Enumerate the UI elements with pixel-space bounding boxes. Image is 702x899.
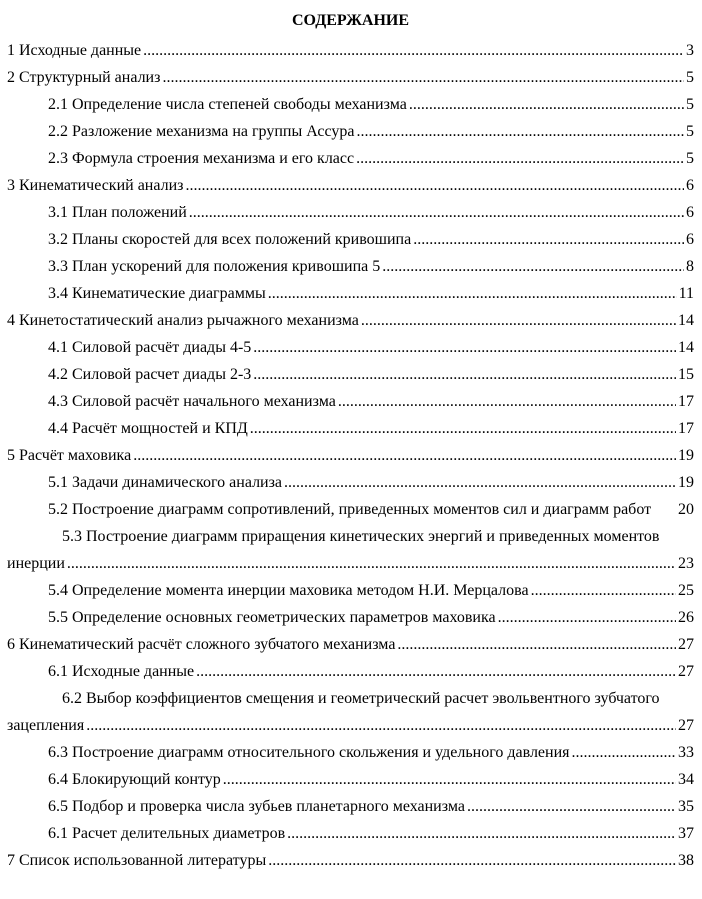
toc-entry-text: 2.3 Формула строения механизма и его класс [48,150,355,167]
toc-page-number: 19 [678,474,694,491]
toc-page-number: 11 [678,285,694,302]
toc-entry-line [7,172,694,199]
toc-entry-line [7,766,694,793]
toc-entry-line [7,415,694,442]
toc-page-number: 27 [678,717,694,734]
dot-leader [196,658,676,685]
toc-page-number: 14 [678,339,694,356]
dot-leader [162,64,684,91]
toc-page-number: 3 [686,42,694,59]
toc-page-number: 27 [678,636,694,653]
toc-entry-text: 6.2 Выбор коэффициентов смещения и геометрический расчет эвольвентного зубчатого [62,690,660,707]
toc-page-number: 6 [686,231,694,248]
toc-entry-text: 3.4 Кинематические диаграммы [48,285,266,302]
toc-entry-text: инерции [7,555,65,572]
toc-entry-text: 6.4 Блокирующий контур [48,771,221,788]
toc-entry-line [7,793,694,820]
toc-entry-line [7,64,694,91]
dot-leader [67,550,676,577]
toc-entry-text: 7 Список использованной литературы [7,852,267,869]
toc-entry-text: 4.4 Расчёт мощностей и КПД [48,420,248,437]
toc-page-number: 26 [678,609,694,626]
toc-page-number: 25 [678,582,694,599]
toc-page-number: 27 [678,663,694,680]
dot-leader [253,334,676,361]
dot-leader [223,766,676,793]
toc-entry-line [7,226,694,253]
toc-entry-line [7,442,694,469]
toc-entry-text: 4 Кинетостатический анализ рычажного механизма [7,312,359,329]
dot-leader [253,361,676,388]
toc-page-number: 15 [678,366,694,383]
dot-leader [413,226,684,253]
toc-title: СОДЕРЖАНИЕ [291,12,410,29]
toc-page-number: 20 [678,501,694,518]
toc-entry-line [7,388,694,415]
dot-leader [268,280,677,307]
toc-entry-line [7,145,694,172]
toc-entry-text: 6.1 Исходные данные [48,663,195,680]
toc-entry-line [7,199,694,226]
dot-leader [268,847,676,874]
toc-entry-text: 4.1 Силовой расчёт диады 4-5 [48,339,252,356]
toc-entry-line [7,91,694,118]
toc-entry-line [7,361,694,388]
toc-entry-line [7,523,694,550]
toc-entry-line [7,280,694,307]
toc-page-number: 5 [686,150,694,167]
dot-leader [361,307,676,334]
toc-list [7,37,694,874]
toc-page-number: 34 [678,771,694,788]
toc-page-number: 19 [678,447,694,464]
toc-page-number: 37 [678,825,694,842]
dot-leader [397,631,676,658]
toc-page-number: 17 [678,420,694,437]
toc-page-number: 6 [686,204,694,221]
toc-page-number: 6 [686,177,694,194]
toc-entry-text: 6.5 Подбор и проверка числа зубьев планетарного механизма [48,798,465,815]
toc-entry-text: 5 Расчёт маховика [7,447,132,464]
dot-leader [356,145,684,172]
toc-entry-text: 5.1 Задачи динамического анализа [48,474,283,491]
toc-entry-text: 4.2 Силовой расчет диады 2-3 [48,366,252,383]
toc-page-number: 35 [678,798,694,815]
toc-page-number: 38 [678,852,694,869]
dot-leader [409,91,684,118]
dot-leader [185,172,684,199]
toc-entry-text: 6.1 Расчет делительных диаметров [48,825,286,842]
toc-entry-text: 3 Кинематический анализ [7,177,184,194]
toc-entry-text: 1 Исходные данные [7,42,142,59]
toc-entry-line [7,118,694,145]
toc-page-number: 14 [678,312,694,329]
toc-entry-line [7,712,694,739]
dot-leader [133,442,676,469]
toc-entry-line [7,307,694,334]
toc-entry-line [7,658,694,685]
toc-entry-text: 3.3 План ускорений для положения кривошипа 5 [48,258,381,275]
toc-entry-line [7,685,694,712]
dot-leader [498,604,676,631]
toc-page-number: 17 [678,393,694,410]
toc-entry-line [7,847,694,874]
toc-page-number: 23 [678,555,694,572]
toc-entry-line [7,631,694,658]
toc-page-number: 5 [686,123,694,140]
toc-entry-line [7,334,694,361]
toc-entry-text: 5.2 Построение диаграмм сопротивлений, приведенных моментов сил и диаграмм работ [48,501,652,518]
dot-leader [572,739,676,766]
toc-entry-line [7,577,694,604]
dot-leader [189,199,684,226]
dot-leader [250,415,676,442]
dot-leader [287,820,676,847]
dot-leader [284,469,676,496]
toc-entry-line [7,604,694,631]
toc-entry-line [7,739,694,766]
toc-entry-text: 5.4 Определение момента инерции маховика методом Н.И. Мерцалова [48,582,529,599]
toc-entry-text: 2.2 Разложение механизма на группы Ассура [48,123,355,140]
dot-leader [143,37,684,64]
toc-entry-text: 5.5 Определение основных геометрических параметров маховика [48,609,496,626]
toc-entry-text: 2 Структурный анализ [7,69,161,86]
toc-entry-text: 6.3 Построение диаграмм относительного скольжения и удельного давления [48,744,570,761]
toc-entry-text: 3.2 Планы скоростей для всех положений кривошипа [48,231,412,248]
toc-entry-line [7,37,694,64]
dot-leader [467,793,676,820]
toc-entry-text: зацепления [7,717,85,734]
dot-leader [356,118,684,145]
toc-entry-line [7,820,694,847]
toc-page-number: 33 [678,744,694,761]
toc-entry-line [7,496,694,523]
dot-leader [338,388,676,415]
toc-entry-line [7,550,694,577]
dot-leader [382,253,684,280]
toc-entry-text: 5.3 Построение диаграмм приращения кинетических энергий и приведенных моментов [62,528,660,545]
toc-entry-text: 2.1 Определение числа степеней свободы механизма [48,96,407,113]
toc-page-number: 8 [686,258,694,275]
dot-leader [531,577,676,604]
toc-entry-text: 4.3 Силовой расчёт начального механизма [48,393,336,410]
dot-leader [86,712,676,739]
toc-page-number: 5 [686,96,694,113]
toc-entry-line [7,469,694,496]
toc-entry-text: 3.1 План положений [48,204,187,221]
toc-entry-text: 6 Кинематический расчёт сложного зубчатого механизма [7,636,396,653]
toc-entry-line [7,253,694,280]
toc-page-number: 5 [686,69,694,86]
